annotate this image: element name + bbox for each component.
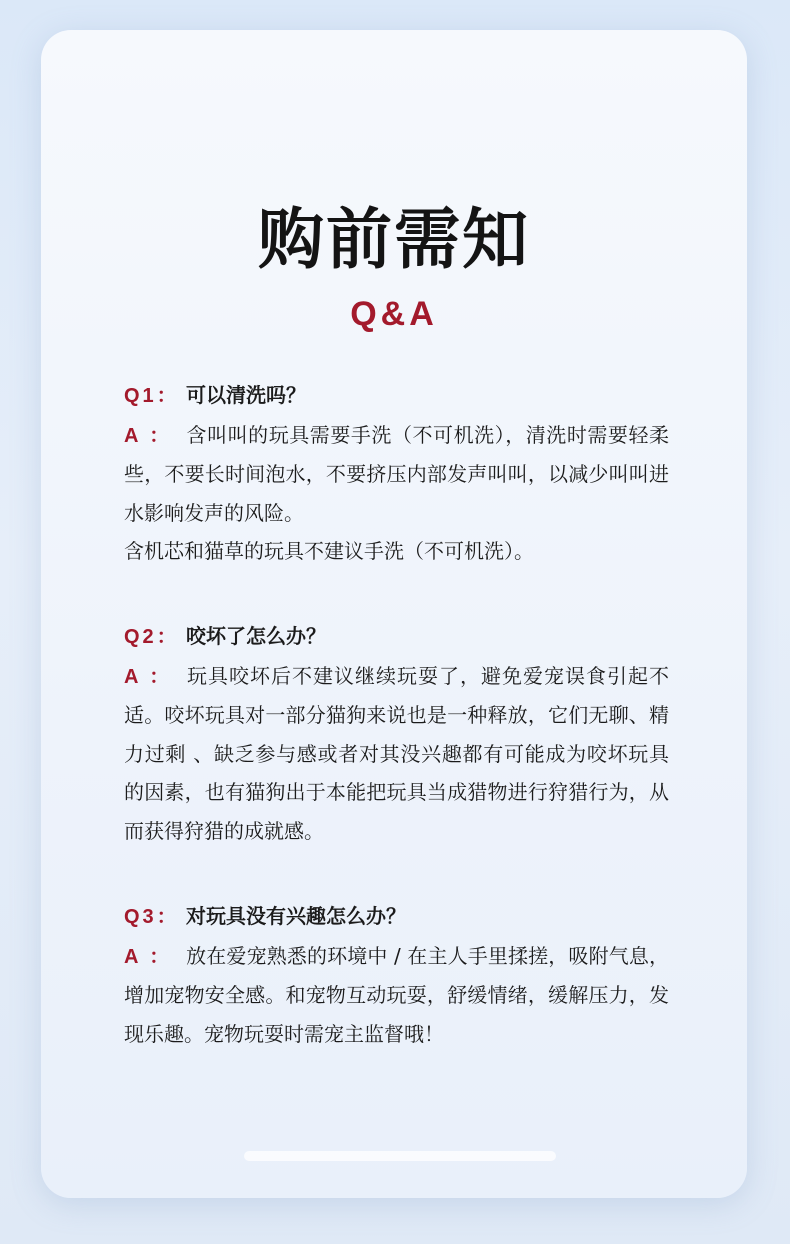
page-title: 购前需知 — [258, 201, 530, 278]
faq-question-2 — [124, 617, 669, 657]
answer-text: 玩具咬坏后不建议继续玩耍了，避免爱宠误食引起不适。咬坏玩具对一部分猫狗来说也是一种释放，它们无聊、精力过剩 、缺乏参与感或者对其没兴趣都有可能成为咬坏玩具的因素，也有猫狗出于本能把玩具当成猎物进行狩猎行为，从而获得狩猎的成就感。 — [124, 663, 669, 843]
faq-answer-1 — [124, 416, 669, 533]
answer-label: A ： — [124, 424, 173, 447]
info-card — [41, 30, 747, 1198]
faq-answer-3 — [124, 937, 669, 1054]
answer-label: A ： — [124, 665, 173, 688]
answer-text: 含叫叫的玩具需要手洗（不可机洗），清洗时需要轻柔些，不要长时间泡水，不要挤压内部发声叫叫，以减少叫叫进水影响发声的风险。 — [124, 422, 669, 525]
question-text: 可以清洗吗？ — [186, 383, 306, 407]
question-label: Q2： — [124, 626, 180, 648]
faq-answer-2 — [124, 657, 669, 851]
faq-item-1 — [124, 376, 669, 571]
home-indicator — [244, 1151, 556, 1161]
faq-item-2 — [124, 617, 669, 850]
page-subtitle: Q&A — [350, 295, 438, 333]
faq-question-3 — [124, 897, 669, 937]
faq-answer-1-extra: 含机芯和猫草的玩具不建议手洗（不可机洗）。 — [124, 539, 534, 563]
question-label: Q1： — [124, 385, 180, 407]
question-text: 咬坏了怎么办？ — [186, 624, 326, 648]
answer-text: 放在爱宠熟悉的环境中 / 在主人手里揉搓，吸附气息，增加宠物安全感。和宠物互动玩耍，舒缓情绪，缓解压力，发现乐趣。宠物玩耍时需宠主监督哦！ — [124, 943, 669, 1046]
question-text: 对玩具没有兴趣怎么办？ — [186, 904, 406, 928]
question-label: Q3： — [124, 906, 180, 928]
faq-item-3 — [124, 897, 669, 1053]
answer-label: A ： — [124, 945, 173, 968]
faq-question-1 — [124, 376, 669, 416]
